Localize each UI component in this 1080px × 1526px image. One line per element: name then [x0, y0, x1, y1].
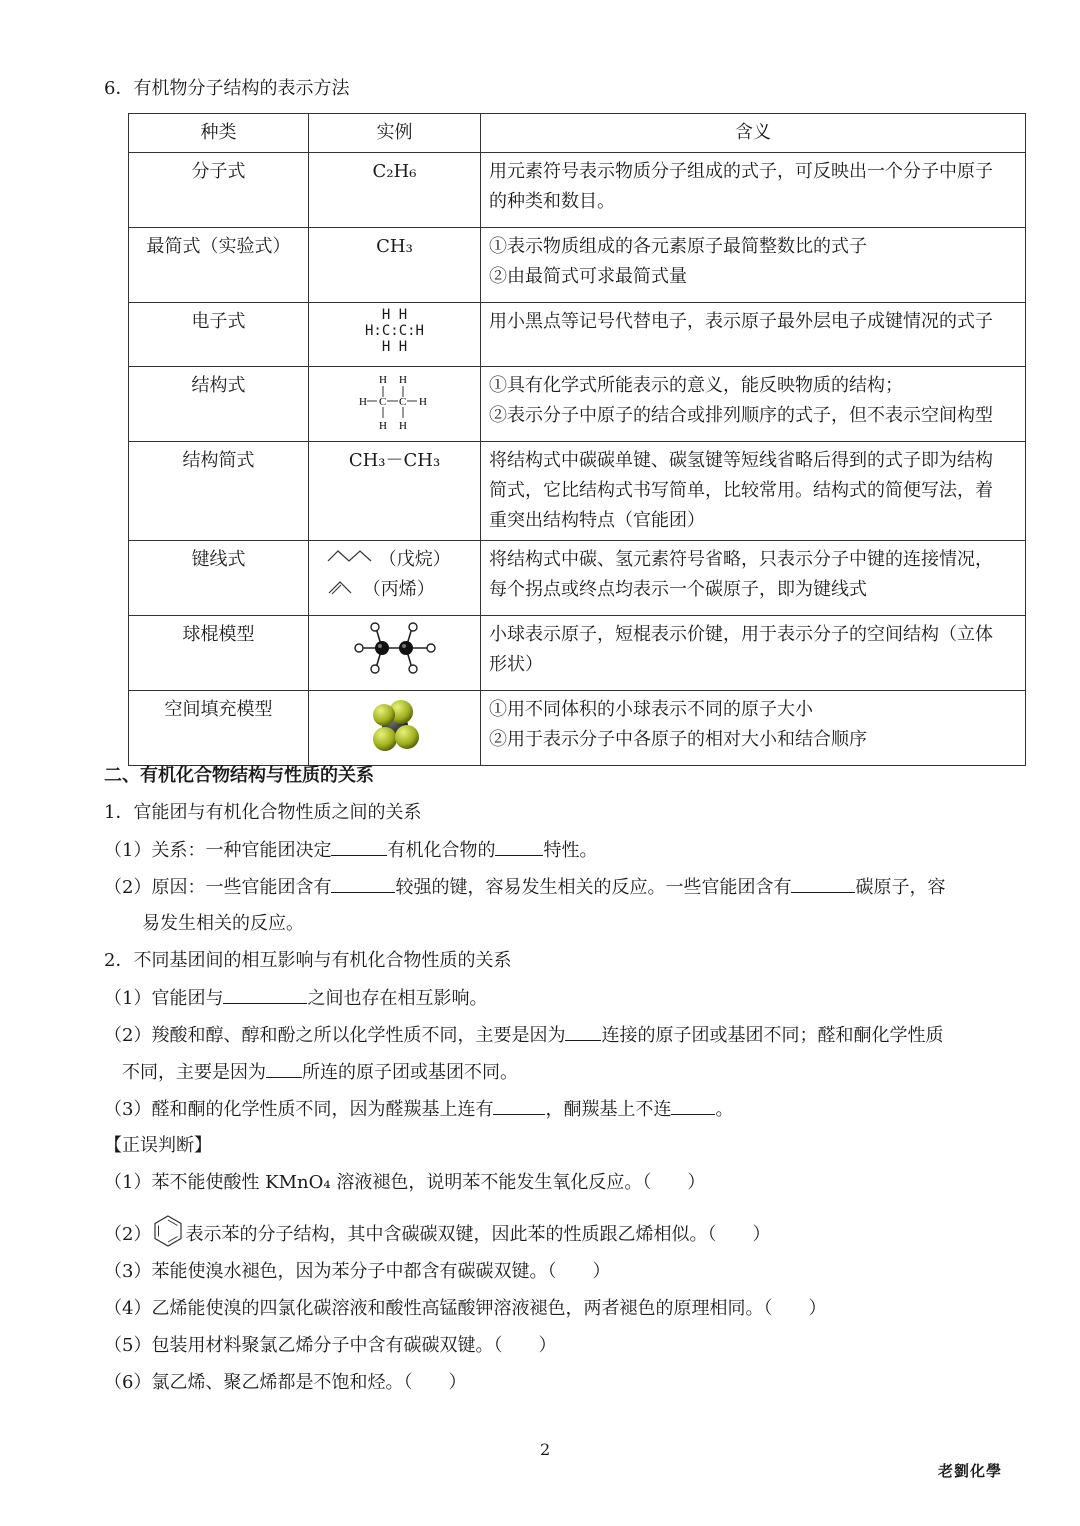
judge-title: 【正误判断】 [104, 1135, 212, 1156]
space-filling-model-icon [365, 695, 425, 755]
electron-formula [309, 303, 481, 367]
question-2-cont: 易发生相关的反应。 [142, 913, 304, 934]
row-example: CH₃－CH₃ [309, 442, 481, 541]
fill-blank[interactable] [565, 1022, 601, 1041]
row-meaning [481, 616, 1026, 691]
row-meaning [481, 442, 1026, 541]
row-meaning [481, 153, 1026, 228]
header-type: 种类 [129, 114, 309, 153]
row-meaning [481, 691, 1026, 766]
atom-h: H [358, 396, 367, 408]
row-example: CH₃ [309, 228, 481, 303]
table-row [129, 541, 1026, 616]
propene-skeletal-icon [327, 579, 357, 595]
meaning-line: 将结构式中碳、氢元素符号省略，只表示分子中键的连接情况， [489, 549, 993, 570]
meaning-line: 将结构式中碳碳单键、碳氢键等短线省略后得到的式子即为结构 [489, 450, 993, 471]
judge-item-3: （3）苯能使溴水褪色，因为苯分子中都含有碳碳双键。（ ） [104, 1261, 611, 1282]
atom-c: C [378, 396, 386, 408]
part2-sub1: 1．官能团与有机化合物性质之间的关系 [104, 802, 422, 823]
meaning-line: ①用不同体积的小球表示不同的原子大小 [489, 699, 813, 720]
fill-blank[interactable] [223, 985, 307, 1004]
meaning-line: 用元素符号表示物质分子组成的式子，可反映出一个分子中原子 [489, 161, 993, 182]
fill-blank[interactable] [331, 837, 387, 856]
fill-blank[interactable] [495, 837, 543, 856]
electron-row-mid: H:C:C:H [364, 323, 424, 339]
question-2: （2）原因：一些官能团含有 较强的键，容易发生相关的反应。一些官能团含有 碳原子，容 [104, 874, 945, 901]
meaning-line: 用小黑点等记号代替电子，表示原子最外层电子成键情况的式子 [489, 311, 993, 332]
table-row [129, 367, 1026, 442]
space-filling-cell [309, 691, 481, 766]
header-meaning: 含义 [481, 114, 1026, 153]
row-type: 结构式 [129, 367, 309, 442]
atom-h: H [418, 396, 427, 408]
atom-h: H [378, 374, 387, 386]
watermark-text: 老劉化學 [938, 1462, 1003, 1480]
judge-item-4: （4）乙烯能使溴的四氯化碳溶液和酸性高锰酸钾溶液褪色，两者褪色的原理相同。（ ） [104, 1298, 827, 1319]
pentane-skeletal-icon [327, 549, 373, 563]
row-type: 结构简式 [129, 442, 309, 541]
table-row [129, 153, 1026, 228]
meaning-line: ②表示分子中原子的结合或排列顺序的式子，但不表示空间构型 [489, 405, 993, 426]
atom-c: C [398, 396, 406, 408]
row-example: C₂H₆ [309, 153, 481, 228]
propene-entry [327, 575, 472, 605]
meaning-line: 简式，它比结构式书写简单，比较常用。结构式的简便写法，着 [489, 480, 993, 501]
question-r2-cont: 不同，主要是因为 所连的原子团或基团不同。 [122, 1059, 518, 1086]
fill-blank[interactable] [331, 874, 395, 893]
pentane-entry [327, 545, 472, 575]
row-meaning [481, 541, 1026, 616]
propene-label: （丙烯） [362, 579, 435, 600]
row-type: 最简式（实验式） [129, 228, 309, 303]
question-r2: （2）羧酸和醇、醇和酚之所以化学性质不同，主要是因为 连接的原子团或基团不同；醛和酮化学性质 [104, 1022, 943, 1049]
skeletal-formula [309, 541, 481, 616]
row-type: 分子式 [129, 153, 309, 228]
header-example: 实例 [309, 114, 481, 153]
row-meaning [481, 367, 1026, 442]
meaning-line: ②由最简式可求最简式量 [489, 266, 687, 287]
question-r1: （1）官能团与 之间也存在相互影响。 [104, 985, 487, 1012]
section-title: 6．有机物分子结构的表示方法 [104, 78, 350, 99]
judge-item-6: （6）氯乙烯、聚乙烯都是不饱和烃。（ ） [104, 1372, 467, 1393]
meaning-line: ①表示物质组成的各元素原子最简整数比的式子 [489, 236, 867, 257]
judge-item-1: （1）苯不能使酸性 KMnO₄ 溶液褪色，说明苯不能发生氧化反应。（ ） [104, 1172, 706, 1193]
fill-blank[interactable] [791, 874, 855, 893]
part2-sub2: 2．不同基团间的相互影响与有机化合物性质的关系 [104, 950, 512, 971]
judge-item-2: （2） 表示苯的分子结构，其中含碳碳双键，因此苯的性质跟乙烯相似。（ ） [104, 1222, 770, 1248]
row-meaning [481, 228, 1026, 303]
table-row [129, 228, 1026, 303]
electron-row-bottom: H H [381, 339, 408, 355]
row-type: 空间填充模型 [129, 691, 309, 766]
table-row [129, 691, 1026, 766]
meaning-line: 重突出结构特点（官能团） [489, 510, 705, 531]
representation-table [128, 113, 1026, 766]
pentane-label: （戊烷） [378, 549, 451, 570]
atom-h: H [378, 420, 387, 432]
meaning-line: 的种类和数目。 [489, 191, 615, 212]
table-row [129, 303, 1026, 367]
meaning-line: 每个拐点或终点均表示一个碳原子，即为键线式 [489, 579, 867, 600]
row-meaning [481, 303, 1026, 367]
page-number: 2 [540, 1440, 551, 1459]
row-type: 键线式 [129, 541, 309, 616]
part2-title: 二、有机化合物结构与性质的关系 [104, 765, 374, 786]
meaning-line: 小球表示原子，短棍表示价键，用于表示分子的空间结构（立体 [489, 624, 993, 645]
fill-blank[interactable] [671, 1096, 715, 1115]
ball-and-stick-model-icon [352, 620, 438, 676]
row-type: 电子式 [129, 303, 309, 367]
fill-blank[interactable] [493, 1096, 545, 1115]
question-r3: （3）醛和酮的化学性质不同，因为醛羰基上连有 ，酮羰基上不连 。 [104, 1096, 733, 1123]
table-row [129, 442, 1026, 541]
table-header-row [129, 114, 1026, 153]
judge-item-5: （5）包装用材料聚氯乙烯分子中含有碳碳双键。（ ） [104, 1335, 557, 1356]
meaning-line: 形状） [489, 654, 543, 675]
atom-h: H [398, 420, 407, 432]
electron-row-top: H H [381, 307, 408, 323]
structural-formula-diagram [355, 371, 435, 435]
meaning-line: ②用于表示分子中各原子的相对大小和结合顺序 [489, 729, 867, 750]
meaning-line: ①具有化学式所能表示的意义，能反映物质的结构； [489, 375, 903, 396]
table-row [129, 616, 1026, 691]
question-1: （1）关系：一种官能团决定 有机化合物的 特性。 [104, 837, 597, 864]
fill-blank[interactable] [266, 1059, 302, 1078]
ball-stick-cell [309, 616, 481, 691]
structural-formula [309, 367, 481, 442]
benzene-ring-icon [151, 1214, 185, 1248]
atom-h: H [398, 374, 407, 386]
row-type: 球棍模型 [129, 616, 309, 691]
